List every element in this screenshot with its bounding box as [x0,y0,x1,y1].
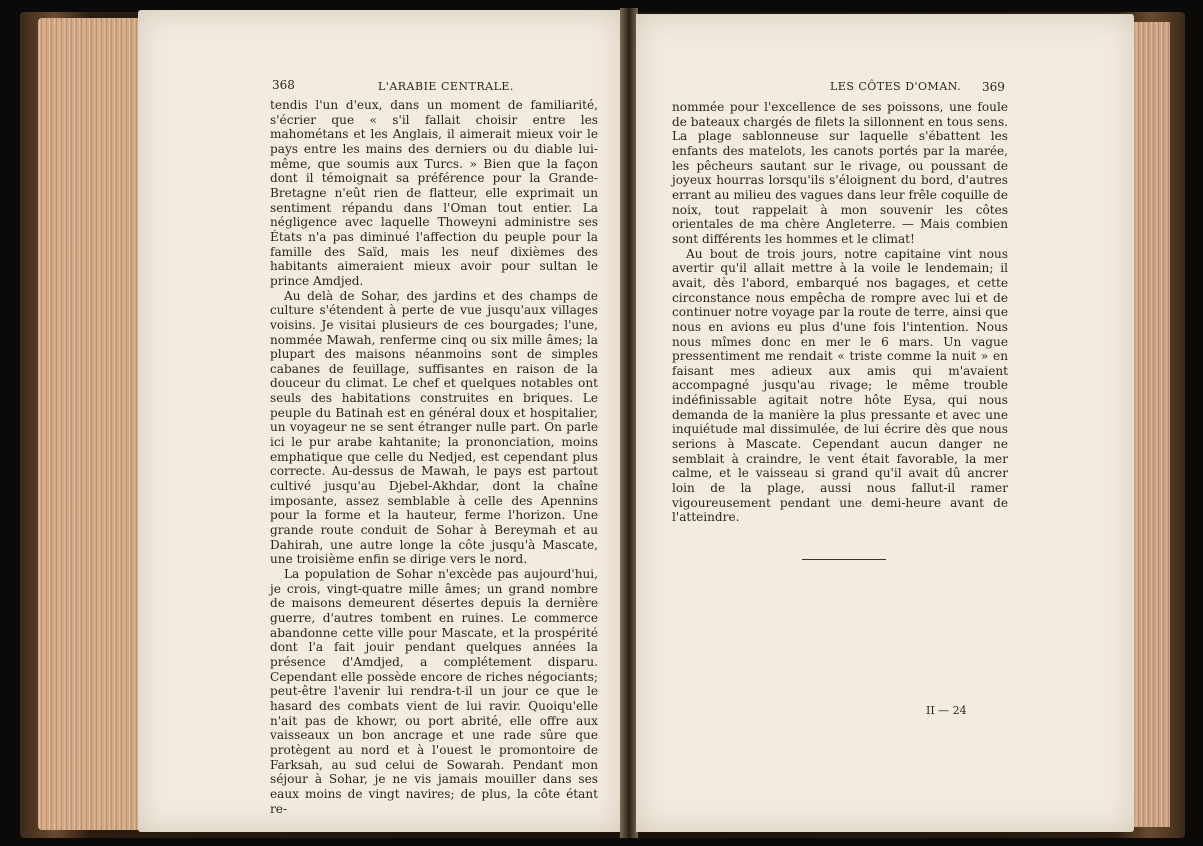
left-body-text [270,98,598,816]
right-running-head: LES CÔTES D'OMAN. [830,80,962,93]
right-page [636,14,1134,832]
left-running-head: L'ARABIE CENTRALE. [378,80,514,93]
end-rule [802,559,886,560]
right-body-text [672,100,1008,525]
left-paragraph: Au delà de Sohar, des jardins et des champs de culture s'étendent à perte de vue jusqu'aux villages voisins. Je visitai plusieurs de ces bourgades; l'une, nommée Mawah, renferme cinq ou six mille âmes; la plupart des maisons néanmoins sont de simples cabanes de feuillage, suffisantes en raison de la douceur du climat. Le chef et quelques notables ont seuls des habitations construites en briques. Le peuple du Batinah est en général doux et hospitalier, un voyageur ne se sent étranger nulle part. On parle ici le pur arabe kahtanite; la prononciation, moins emphatique que celle du Nedjed, est cependant plus correcte. Au-dessus de Mawah, le pays est partout cultivé jusqu'au Djebel-Akhdar, dont la chaîne imposante, assez semblable à celle des Apennins pour la forme et la hauteur, ferme l'horizon. Une grande route conduit de Sohar à Bereymah et au Dahirah, une autre longe la côte jusqu'à Mascate, une troisième enfin se dirige vers le nord. [270,288,598,567]
left-paragraph: tendis l'un d'eux, dans un moment de familiarité, s'écrier que « s'il fallait choisir entre les mahométans et les Anglais, il aimerait mieux voir le pays entre les mains des derniers ou du diable lui-même, que soumis aux Turcs. » Bien que la façon dont il témoignait sa préférence pour la Grande-Bretagne n'eût rien de flatteur, elle exprimait un sentiment répandu dans l'Oman tout entier. La négligence avec laquelle Thoweyni administre ses États n'a pas diminué l'affection du peuple pour la famille des Saïd, mais les neuf dixièmes des habitants aimeraient mieux avoir pour sultan le prince Amdjed. [270,98,598,288]
right-page-number: 369 [982,80,1005,94]
right-paragraph: nommée pour l'excellence de ses poissons, une foule de bateaux chargés de filets la sillonnent en tous sens. La plage sablonneuse sur laquelle s'ébattent les enfants des matelots, les canots portés par la marée, les pêcheurs sautant sur le rivage, ou poussant de joyeux hourras lorsqu'ils s'éloignent du bord, d'autres errant au milieu des vagues dans leur frêle coquille de noix, tout rappelait à mon souvenir les côtes orientales de ma chère Angleterre. — Mais combien sont différents les hommes et le climat! [672,100,1008,246]
right-page-edges [1130,22,1170,827]
signature-mark: II — 24 [926,704,967,717]
left-page [138,10,622,832]
right-paragraph: Au bout de trois jours, notre capitaine vint nous avertir qu'il allait mettre à la voile le lendemain; il avait, dès l'abord, embarqué nos bagages, et cette circonstance nous empêcha de rompre avec lui et de continuer notre voyage par la route de terre, ainsi que nous en avions eu plus d'une fois l'intention. Nous nous mîmes donc en mer le 6 mars. Un vague pressentiment me rendait « triste comme la nuit » en faisant mes adieux aux amis qui m'avaient accompagné jusqu'au rivage; le même trouble indéfinissable agitait notre hôte Eysa, qui nous demanda de la manière la plus pressante et avec une inquiétude mal dissimulée, de lui écrire dès que nous serions à Mascate. Cependant aucun danger ne semblait à craindre, le vent était favorable, la mer calme, et le vaisseau si grand qu'il avait dû ancrer loin de la plage, aussi nous fallut-il ramer vigoureusement pendant une demi-heure avant de l'atteindre. [672,246,1008,525]
left-page-number: 368 [272,78,295,92]
left-paragraph: La population de Sohar n'excède pas aujourd'hui, je crois, vingt-quatre mille âmes; un grand nombre de maisons demeurent désertes depuis la dernière guerre, d'autres tombent en ruines. Le commerce abandonne cette ville pour Mascate, et la prospérité dont l'a fait jouir pendant quelques années la présence d'Amdjed, a complétement disparu. Cependant elle possède encore de riches négociants; peut-être l'avenir lui rendra-t-il un jour ce que le hasard des combats vient de lui ravir. Quoiqu'elle n'ait pas de khowr, ou port abrité, elle offre aux vaisseaux un bon ancrage et une rade sûre que protègent au nord et à l'ouest le promontoire de Farksah, au sud celui de Sowarah. Pendant mon séjour à Sohar, je ne vis jamais mouiller dans ses eaux moins de vingt navires; de plus, la côte étant re- [270,567,598,816]
open-book [20,8,1185,838]
